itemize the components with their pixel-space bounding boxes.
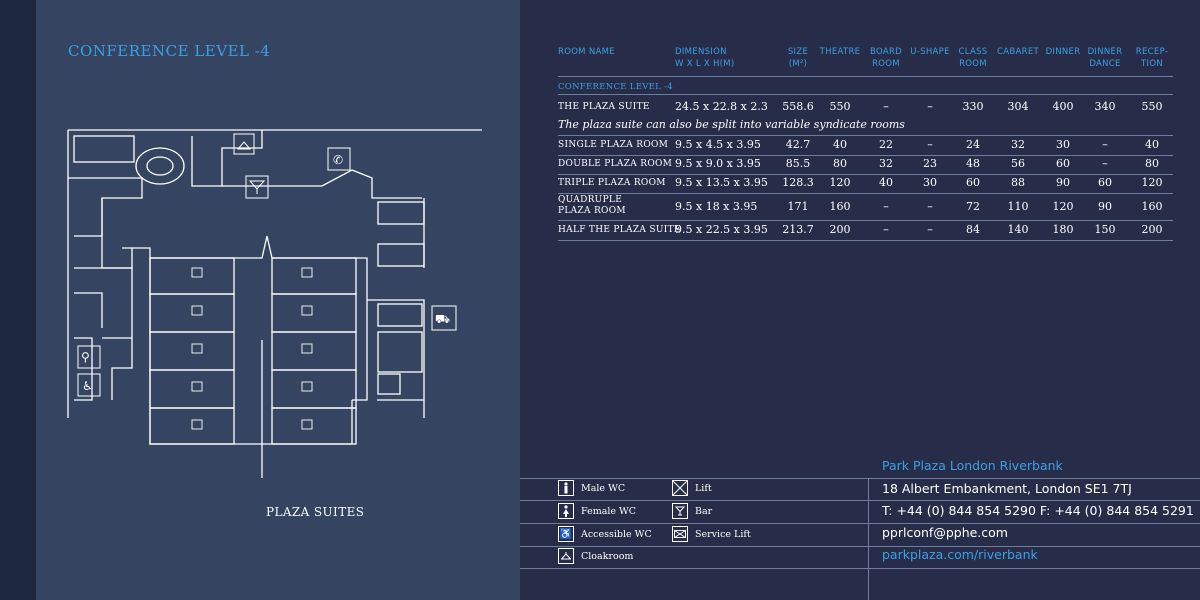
row-divider: [558, 135, 1173, 136]
room-name-cell: HALF THE PLAZA SUITE: [558, 225, 681, 235]
plaza-wall: [150, 258, 352, 444]
wc-icon-glyph: ⚲: [81, 350, 90, 364]
table-cell: 40: [879, 176, 893, 189]
service-lift-icon: [672, 526, 688, 542]
table-cell: 32: [1011, 138, 1025, 151]
table-cell: 60: [1056, 157, 1070, 170]
lift-block: [378, 202, 424, 224]
table-cell: 88: [1011, 176, 1025, 189]
room-name-cell: DOUBLE PLAZA ROOM: [558, 159, 673, 169]
wall: [192, 130, 262, 186]
room-name-cell: QUADRUPLE PLAZA ROOM: [558, 195, 626, 216]
male-wc-icon: [558, 480, 574, 496]
column-header: SIZE (M²): [787, 47, 809, 69]
legend-service-lift: [672, 526, 751, 542]
table-cell: 400: [1052, 100, 1074, 113]
table-cell: 160: [1141, 200, 1163, 213]
table-cell: –: [883, 100, 889, 113]
floorplan: [62, 118, 486, 478]
female-wc-icon: [558, 503, 574, 519]
table-cell: 24.5 x 22.8 x 2.3: [675, 100, 768, 113]
table-cell: 30: [923, 176, 937, 189]
table-cell: 110: [1007, 200, 1029, 213]
table-cell: 180: [1052, 223, 1074, 236]
phone-icon-glyph: ✆: [333, 153, 344, 167]
wall: [102, 198, 132, 268]
table-cell: 48: [966, 157, 980, 170]
bar-icon: [672, 503, 688, 519]
lift-block: [74, 136, 134, 162]
room-name-cell: TRIPLE PLAZA ROOM: [558, 178, 666, 188]
wall: [68, 178, 142, 236]
table-cell: –: [927, 138, 933, 151]
table-cell: –: [927, 223, 933, 236]
legend-label: Bar: [695, 505, 713, 517]
table-cell: –: [927, 200, 933, 213]
lift-block: [378, 374, 400, 394]
legend-row-line: [520, 568, 1200, 569]
legend-lift: [672, 480, 712, 496]
table-cell: 304: [1007, 100, 1029, 113]
table-row: [558, 155, 1173, 173]
table-cell: 140: [1007, 223, 1029, 236]
cloakroom-icon: [558, 548, 574, 564]
header-divider: [558, 76, 1173, 77]
table-cell: 30: [1056, 138, 1070, 151]
table-cell: 558.6: [782, 100, 814, 113]
table-row: [558, 98, 1173, 116]
table-cell: 24: [966, 138, 980, 151]
table-cell: 200: [829, 223, 851, 236]
legend-cloakroom: [558, 548, 633, 564]
column-header: DINNER: [1045, 47, 1081, 57]
legend-label: Female WC: [581, 505, 637, 517]
table-cell: 550: [1141, 100, 1163, 113]
hotel-name: Park Plaza London Riverbank: [882, 458, 1063, 473]
legend-row-line: [520, 523, 1200, 524]
plaza-wall: [132, 236, 367, 400]
bar-icon: [246, 176, 268, 198]
table-row: [558, 221, 1173, 239]
column-header: CLASS ROOM: [958, 47, 988, 69]
room-name-cell: THE PLAZA SUITE: [558, 102, 650, 112]
car-icon-glyph: ⛟: [435, 312, 451, 326]
legend-male-wc: [558, 480, 625, 496]
screen-icon: [192, 306, 202, 315]
table-cell: 9.5 x 13.5 x 3.95: [675, 176, 768, 189]
table-cell: 72: [966, 200, 980, 213]
screen-icon: [192, 344, 202, 353]
legend-contact-divider: [868, 478, 869, 600]
table-cell: 32: [879, 157, 893, 170]
legend-label: Accessible WC: [581, 528, 652, 540]
table-cell: 90: [1098, 200, 1112, 213]
table-row: [558, 136, 1173, 154]
column-header: DINNER DANCE: [1087, 47, 1123, 69]
section-label: CONFERENCE LEVEL -4: [558, 82, 673, 92]
accessible-icon-glyph: ♿: [82, 379, 93, 393]
table-cell: 160: [829, 200, 851, 213]
table-cell: 120: [1052, 200, 1074, 213]
table-cell: 330: [962, 100, 984, 113]
table-cell: 90: [1056, 176, 1070, 189]
table-cell: –: [883, 200, 889, 213]
room-name-cell: SINGLE PLAZA ROOM: [558, 140, 669, 150]
level-title: CONFERENCE LEVEL -4: [68, 42, 271, 60]
table-cell: 80: [833, 157, 847, 170]
left-edge-strip: [0, 0, 36, 600]
legend-label: Male WC: [581, 482, 626, 494]
legend-row-line: [520, 500, 1200, 501]
spiral-stair: [147, 157, 173, 175]
column-header: CABARET: [997, 47, 1039, 57]
bar-icon: [250, 181, 264, 194]
bottom-divider: [520, 478, 1200, 479]
table-cell: 213.7: [782, 223, 814, 236]
spiral-stair: [136, 148, 184, 184]
hotel-address: 18 Albert Embankment, London SE1 7TJ: [882, 481, 1132, 496]
service-lift-block: [378, 304, 422, 326]
legend-label: Service Lift: [695, 528, 751, 540]
table-cell: 85.5: [785, 157, 811, 170]
table-cell: 60: [966, 176, 980, 189]
accessible-wc-icon: ♿: [558, 526, 574, 542]
table-cell: –: [1102, 138, 1108, 151]
column-header: RECEP- TION: [1135, 47, 1169, 69]
screen-icon: [302, 306, 312, 315]
table-cell: 9.5 x 4.5 x 3.95: [675, 138, 761, 151]
screen-icon: [302, 268, 312, 277]
screen-icon: [302, 344, 312, 353]
column-header: THEATRE: [819, 47, 861, 57]
table-cell: 42.7: [785, 138, 811, 151]
table-row: [558, 174, 1173, 192]
table-cell: 120: [829, 176, 851, 189]
stair-block: [378, 332, 422, 372]
screen-icon: [192, 382, 202, 391]
table-cell: 340: [1094, 100, 1116, 113]
table-cell: 128.3: [782, 176, 814, 189]
table-cell: 120: [1141, 176, 1163, 189]
screen-icon: [302, 382, 312, 391]
split-note: The plaza suite can also be split into variable syndicate rooms: [558, 118, 905, 131]
table-cell: 40: [1145, 138, 1159, 151]
table-cell: 550: [829, 100, 851, 113]
table-cell: 80: [1145, 157, 1159, 170]
table-cell: 84: [966, 223, 980, 236]
lift-icon: [672, 480, 688, 496]
screen-icon: [302, 420, 312, 429]
table-cell: –: [1102, 157, 1108, 170]
table-cell: 40: [833, 138, 847, 151]
wall: [112, 338, 132, 400]
legend-row-line: [520, 546, 1200, 547]
table-cell: 171: [787, 200, 809, 213]
table-cell: 9.5 x 18 x 3.95: [675, 200, 758, 213]
table-cell: 22: [879, 138, 893, 151]
legend-label: Cloakroom: [581, 550, 634, 562]
table-cell: 9.5 x 9.0 x 3.95: [675, 157, 761, 170]
table-cell: 23: [923, 157, 937, 170]
lift-block: [378, 244, 424, 266]
column-header: DIMENSION W X L X H(M): [675, 47, 735, 69]
screen-icon: [192, 268, 202, 277]
wall: [367, 300, 424, 400]
legend-female-wc: [558, 503, 636, 519]
table-cell: 200: [1141, 223, 1163, 236]
wall: [74, 293, 102, 328]
section-divider: [558, 94, 1173, 95]
table-row: [558, 196, 1173, 214]
wall: [74, 268, 132, 338]
hotel-website-link[interactable]: parkplaza.com/riverbank: [882, 547, 1038, 562]
legend-bar: [672, 503, 712, 519]
column-header: U-SHAPE: [910, 47, 950, 57]
screen-icon: [192, 420, 202, 429]
legend-label: Lift: [695, 482, 712, 494]
table-cell: –: [927, 100, 933, 113]
room-column-right: [272, 258, 356, 444]
row-divider: [558, 193, 1173, 194]
hotel-phone-fax: T: +44 (0) 844 854 5290 F: +44 (0) 844 854 5291: [882, 503, 1194, 518]
legend-accessible-wc: [558, 526, 652, 542]
table-cell: –: [883, 223, 889, 236]
table-cell: 56: [1011, 157, 1025, 170]
column-header: ROOM NAME: [558, 47, 615, 57]
cloakroom-icon: [234, 134, 254, 154]
table-cell: 150: [1094, 223, 1116, 236]
table-cell: 9.5 x 22.5 x 3.95: [675, 223, 768, 236]
hotel-email[interactable]: pprlconf@pphe.com: [882, 525, 1008, 540]
row-divider: [558, 240, 1173, 241]
table-cell: 60: [1098, 176, 1112, 189]
plaza-suites-label: PLAZA SUITES: [266, 505, 365, 519]
column-header: BOARD ROOM: [870, 47, 902, 69]
